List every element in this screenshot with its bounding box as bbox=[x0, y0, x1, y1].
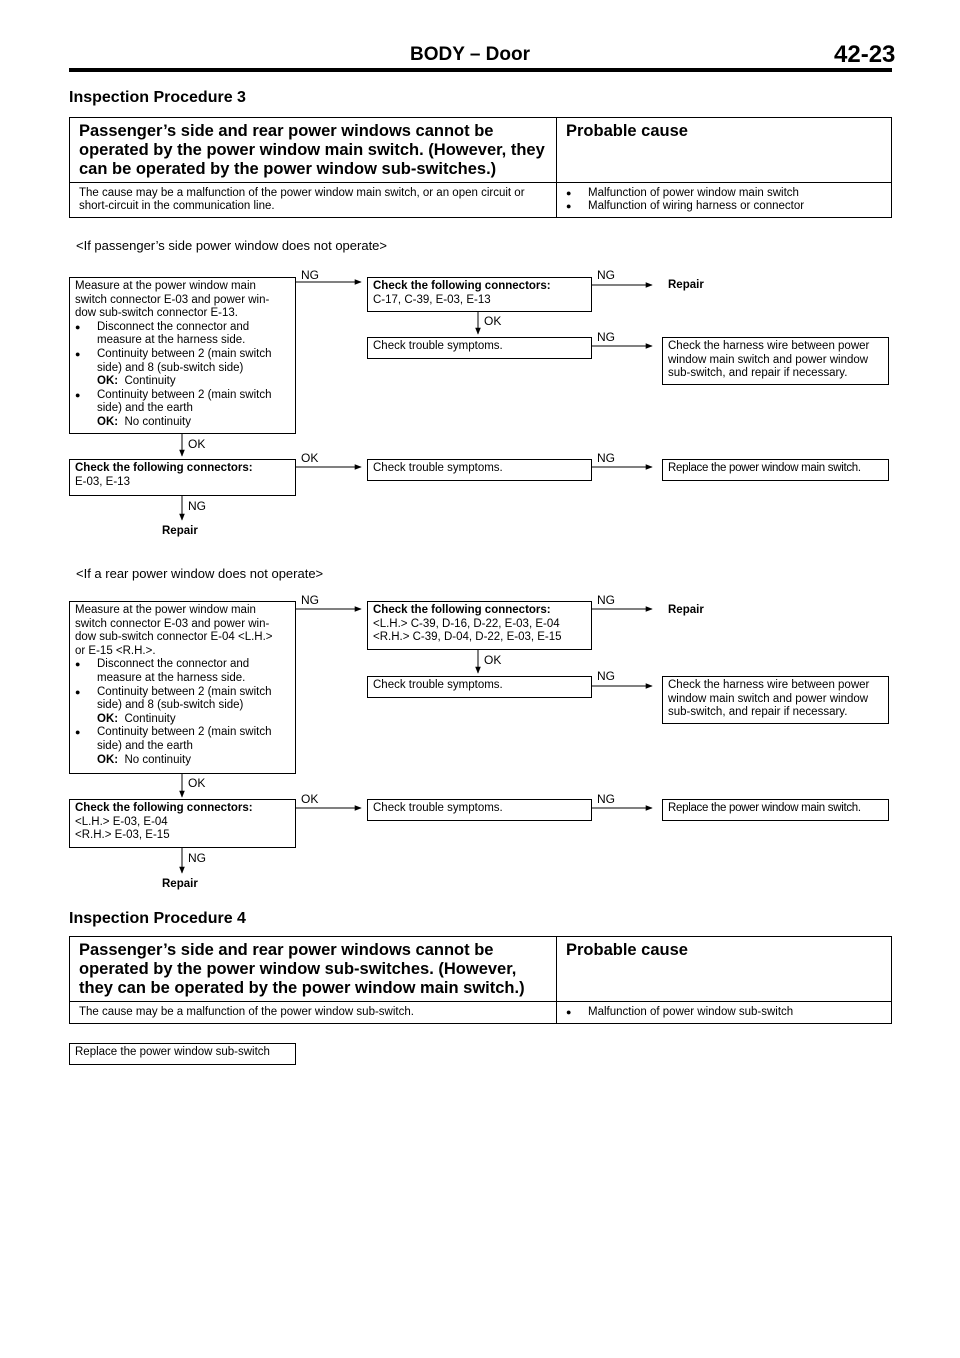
measure-bullet: ● Disconnect the connector and bbox=[75, 658, 290, 672]
measure-text: measure at the harness side. bbox=[97, 671, 246, 684]
ng-label: NG bbox=[188, 499, 206, 513]
measure-text: side) and 8 (sub-switch side) bbox=[97, 361, 244, 374]
ok-label: OK bbox=[188, 437, 206, 451]
ng-label: NG bbox=[301, 268, 319, 282]
measure-bullet: ● Continuity between 2 (main switch bbox=[75, 726, 290, 740]
harness-text: sub-switch, and repair if necessary. bbox=[668, 367, 848, 380]
harness-text: Check the harness wire between power bbox=[668, 679, 870, 691]
measure-text: Measure at the power window main bbox=[75, 604, 256, 616]
ng-label: NG bbox=[597, 268, 615, 282]
harness-text: window main switch and power window bbox=[668, 692, 869, 705]
ok-line: OK: No continuity bbox=[97, 415, 191, 428]
ok-label: OK bbox=[301, 792, 319, 806]
replace-main-switch-box: Replace the power window main switch. bbox=[662, 459, 889, 481]
measure-text: side) and the earth bbox=[97, 739, 193, 752]
trouble-symptoms-box: Check trouble symptoms. bbox=[367, 337, 592, 359]
measure-box-flow1 bbox=[69, 277, 296, 434]
measure-bullet: ● Continuity between 2 (main switch bbox=[75, 686, 290, 700]
repair-label: Repair bbox=[668, 279, 704, 291]
measure-bullet: ● Disconnect the connector and bbox=[75, 321, 290, 335]
trouble-symptoms-box: Check trouble symptoms. bbox=[367, 459, 592, 481]
ok-label: OK bbox=[301, 451, 319, 465]
cause-item: ● Malfunction of power window main switch bbox=[566, 187, 882, 200]
connector-check-box bbox=[367, 601, 592, 650]
cause-item: ● Malfunction of power window sub-switch bbox=[566, 1006, 882, 1019]
harness-check-box bbox=[662, 676, 889, 724]
ng-label: NG bbox=[188, 851, 206, 865]
ng-label: NG bbox=[597, 330, 615, 344]
repair-label: Repair bbox=[162, 878, 198, 890]
ok-label: OK bbox=[484, 653, 502, 667]
description-proc3: The cause may be a malfunction of the power window main switch, or an open circuit or short-circuit in the communication line. bbox=[70, 183, 557, 218]
measure-text: switch connector E-03 and power win- bbox=[75, 617, 270, 630]
trouble-symptoms-box: Check trouble symptoms. bbox=[367, 676, 592, 698]
replace-sub-switch-box: Replace the power window sub-switch bbox=[69, 1043, 296, 1065]
measure-text: dow sub-switch connector E-13. bbox=[75, 307, 238, 320]
cause-head-proc3: Probable cause bbox=[557, 118, 892, 183]
ok-line: OK: Continuity bbox=[97, 712, 176, 725]
connector-value: <L.H.> C-39, D-16, D-22, E-03, E-04 bbox=[373, 617, 560, 630]
ng-label: NG bbox=[597, 669, 615, 683]
harness-check-box bbox=[662, 337, 889, 385]
repair-label: Repair bbox=[668, 604, 704, 616]
harness-text: window main switch and power window bbox=[668, 353, 869, 366]
connector-value: C-17, C-39, E-03, E-13 bbox=[373, 293, 491, 306]
connector-value: <L.H.> E-03, E-04 bbox=[75, 815, 168, 828]
flow1-heading: <If passenger’s side power window does not operate> bbox=[76, 238, 387, 253]
cause-table-proc4 bbox=[69, 936, 892, 1024]
repair-label: Repair bbox=[162, 525, 198, 537]
cause-head-proc4: Probable cause bbox=[557, 937, 892, 1002]
measure-text: measure at the harness side. bbox=[97, 334, 246, 347]
section-title-proc3: Inspection Procedure 3 bbox=[69, 89, 246, 106]
measure-text: or E-15 <R.H.>. bbox=[75, 644, 156, 657]
ok-label: OK bbox=[188, 776, 206, 790]
connector-value: E-03, E-13 bbox=[75, 475, 130, 488]
symptom-proc3: Passenger’s side and rear power windows cannot be operated by the power window main switch. (However, they can be operated by the power window sub-switches.) bbox=[70, 118, 557, 183]
ng-label: NG bbox=[597, 451, 615, 465]
measure-text: Measure at the power window main bbox=[75, 280, 256, 292]
section-title-proc4: Inspection Procedure 4 bbox=[69, 910, 246, 927]
measure-text: switch connector E-03 and power win- bbox=[75, 293, 270, 306]
header-title: BODY – Door bbox=[410, 44, 531, 65]
connector-check-box bbox=[69, 459, 296, 496]
connector-check-box bbox=[69, 799, 296, 848]
ok-line: OK: No continuity bbox=[97, 753, 191, 766]
connector-value: <R.H.> C-39, D-04, D-22, E-03, E-15 bbox=[373, 631, 562, 644]
connector-title: Check the following connectors: bbox=[75, 462, 253, 474]
ok-label: OK bbox=[484, 314, 502, 328]
harness-text: Check the harness wire between power bbox=[668, 340, 870, 352]
causes-proc4 bbox=[557, 1002, 892, 1024]
flow2-heading: <If a rear power window does not operate> bbox=[76, 566, 324, 581]
connector-value: <R.H.> E-03, E-15 bbox=[75, 829, 170, 842]
measure-text: side) and the earth bbox=[97, 402, 193, 415]
trouble-symptoms-box: Check trouble symptoms. bbox=[367, 799, 592, 821]
description-proc4: The cause may be a malfunction of the power window sub-switch. bbox=[70, 1002, 557, 1024]
measure-text: side) and 8 (sub-switch side) bbox=[97, 699, 244, 712]
ok-line: OK: Continuity bbox=[97, 375, 176, 388]
cause-item: ● Malfunction of wiring harness or connector bbox=[566, 200, 882, 213]
harness-text: sub-switch, and repair if necessary. bbox=[668, 706, 848, 719]
connector-check-box bbox=[367, 277, 592, 312]
ng-label: NG bbox=[597, 593, 615, 607]
connector-title: Check the following connectors: bbox=[75, 802, 253, 814]
connector-title: Check the following connectors: bbox=[373, 604, 551, 616]
measure-bullet: ● Continuity between 2 (main switch bbox=[75, 389, 290, 403]
ng-label: NG bbox=[597, 792, 615, 806]
measure-text: dow sub-switch connector E-04 <L.H.> bbox=[75, 631, 273, 644]
measure-bullet: ● Continuity between 2 (main switch bbox=[75, 348, 290, 362]
ng-label: NG bbox=[301, 593, 319, 607]
measure-box-flow2 bbox=[69, 601, 296, 774]
symptom-proc4: Passenger’s side and rear power windows cannot be operated by the power window sub-switches. (However, they can be operated by the power window main switch.) bbox=[70, 937, 557, 1002]
page-number: 42-23 bbox=[834, 41, 896, 68]
replace-main-switch-box: Replace the power window main switch. bbox=[662, 799, 889, 821]
connector-title: Check the following connectors: bbox=[373, 280, 551, 292]
